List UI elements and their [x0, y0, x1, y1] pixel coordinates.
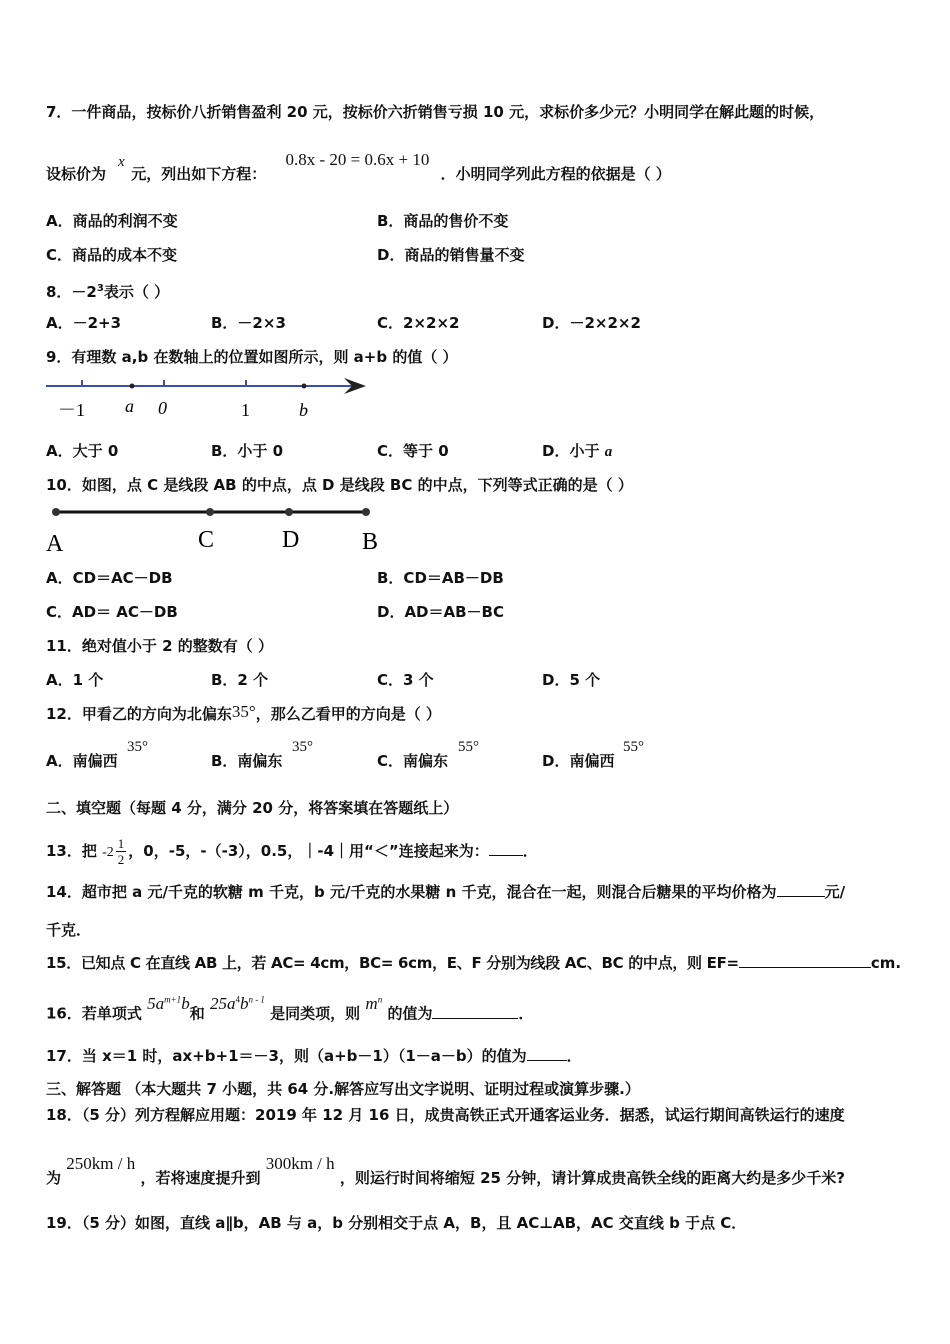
label-a: a — [125, 396, 134, 416]
q18-end: ，则运行时间将缩短 25 分钟，请计算成贵高铁全线的距离大约是多少千米? — [339, 1169, 845, 1187]
q13-mixed-whole: -2 — [102, 845, 114, 860]
q8-option-d: D．－2×2×2 — [542, 314, 641, 332]
q7-option-b: B．商品的售价不变 — [377, 212, 509, 230]
q10-option-c: C．AD＝ AC－DB — [46, 603, 178, 621]
q12-option-c — [377, 739, 479, 771]
q16-monomial-1 — [147, 994, 190, 1013]
q13-line — [46, 836, 538, 867]
q13-prefix: 13．把 — [46, 842, 97, 860]
q8-option-c: C．2×2×2 — [377, 314, 460, 332]
point-C — [206, 508, 214, 516]
q18-line1: 18．（5 分）列方程解应用题：2019 年 12 月 16 日，成贵高铁正式开通客运业务．据悉，试运行期间高铁运行的速度 — [46, 1106, 845, 1124]
q12-stem-a: 12．甲看乙的方向为北偏东 — [46, 705, 232, 723]
q9-option-c: C．等于 0 — [377, 442, 449, 460]
q12-option-b-text: B．南偏东 — [211, 752, 283, 770]
q16-dot: ． — [518, 1004, 534, 1023]
q16-text-a: 16．若单项式 — [46, 1004, 142, 1023]
q11-option-d: D．5 个 — [542, 671, 601, 689]
q13-fraction — [116, 836, 127, 867]
q7-line2 — [46, 150, 671, 184]
q7-text-b: 元，列出如下方程： — [131, 165, 267, 183]
q17-text: 17．当 x＝1 时，ax+b+1＝－3，则（a+b－1）（1－a－b）的值为 — [46, 1047, 527, 1065]
q8-stem-a: 8．－2 — [46, 283, 97, 301]
point-B — [362, 508, 370, 516]
label-D: D — [282, 527, 300, 553]
label-C: C — [198, 527, 215, 553]
q16-mn — [365, 994, 382, 1013]
q16-monomial-2 — [210, 994, 265, 1013]
q8-option-b: B．－2×3 — [211, 314, 286, 332]
section2-heading: 二、填空题（每题 4 分，满分 20 分，将答案填在答题纸上） — [46, 799, 459, 817]
q13-answer-blank[interactable] — [489, 841, 523, 856]
q7-text-a: 设标价为 — [46, 165, 107, 183]
q9-option-a: A．大于 0 — [46, 442, 119, 460]
q16-line — [46, 993, 534, 1024]
q16-mn-exp: n — [377, 994, 383, 1004]
q14-unit: 元/ — [824, 883, 846, 901]
label-B: B — [362, 529, 379, 555]
q13-frac-den: 2 — [117, 852, 125, 867]
q13-end: ． — [522, 842, 538, 860]
q9-option-d-text: D．小于 — [542, 442, 605, 460]
point-A — [52, 508, 60, 516]
q7-line1: 7．一件商品，按标价八折销售盈利 20 元，按标价六折销售亏损 10 元，求标价多少元？小明同学在解此题的时候， — [46, 103, 825, 121]
q12-stem-angle: 35° — [231, 702, 256, 721]
q12-stem — [46, 704, 441, 724]
q16-m1-b: b — [181, 993, 190, 1013]
label-1: 1 — [241, 400, 250, 420]
q8-stem — [46, 279, 169, 302]
q12-option-b — [211, 739, 313, 771]
q7-option-c: C．商品的成本不变 — [46, 246, 178, 264]
number-line-figure — [44, 374, 374, 422]
q8-exponent: 3 — [96, 283, 104, 294]
segment-figure — [44, 502, 394, 558]
point-D — [285, 508, 293, 516]
q16-and: 和 — [189, 1004, 205, 1023]
q11-option-c: C．3 个 — [377, 671, 434, 689]
q18-line2 — [46, 1154, 845, 1188]
label-A: A — [46, 531, 64, 557]
q7-equation: 0.8x - 20 = 0.6x + 10 — [285, 150, 430, 169]
q7-text-c: ．小明同学列此方程的依据是（ ） — [440, 165, 671, 183]
q7-option-d: D．商品的销售量不变 — [377, 246, 525, 264]
point-b — [302, 384, 307, 389]
q12-option-a-text: A．南偏西 — [46, 752, 118, 770]
q16-mid: 是同类项，则 — [270, 1004, 361, 1023]
q17-end: ． — [566, 1047, 582, 1065]
q16-m2-b: b — [239, 993, 249, 1013]
q15-unit: cm. — [870, 954, 902, 972]
q13-rest: ，0，-5，-（-3），0.5，｜-4｜用“＜”连接起来为： — [128, 842, 489, 860]
label-0: 0 — [158, 398, 167, 418]
q10-option-d: D．AD＝AB－BC — [377, 603, 504, 621]
q12-option-d-text: D．南偏西 — [542, 752, 615, 770]
q17-answer-blank[interactable] — [527, 1046, 567, 1061]
q9-option-d-var: a — [604, 444, 613, 460]
q12-option-b-angle: 35° — [292, 739, 313, 755]
q18-speed1: 250km / h — [66, 1154, 136, 1173]
q19-line: 19．（5 分）如图，直线 a∥b，AB 与 a，b 分别相交于点 A，B，且 AC⊥AB，AC 交直线 b 于点 C． — [46, 1214, 747, 1232]
q16-m1-exp: m+1 — [164, 994, 182, 1004]
q12-stem-b: ，那么乙看甲的方向是（ ） — [255, 705, 441, 723]
q16-end: 的值为 — [387, 1004, 433, 1023]
q12-option-a-angle: 35° — [127, 739, 148, 755]
q12-option-c-text: C．南偏东 — [377, 752, 449, 770]
q10-stem: 10．如图，点 C 是线段 AB 的中点，点 D 是线段 BC 的中点，下列等式正确的是（ ） — [46, 476, 633, 494]
label-neg1: －1 — [58, 400, 85, 420]
q8-option-a: A．－2+3 — [46, 314, 122, 332]
q17-line — [46, 1046, 582, 1066]
q14-text: 14．超市把 a 元/千克的软糖 m 千克，b 元/千克的水果糖 n 千克，混合在一起，则混合后糖果的平均价格为 — [46, 883, 777, 901]
q18-speed2: 300km / h — [265, 1154, 335, 1173]
q15-text: 15．已知点 C 在直线 AB 上，若 AC= 4cm，BC= 6cm，E、F 分别为线段 AC、BC 的中点，则 EF= — [46, 954, 739, 972]
q16-m2-exp2: n - 1 — [248, 994, 265, 1004]
q16-m2-exp1: 4 — [235, 994, 240, 1004]
q11-stem: 11．绝对值小于 2 的整数有（ ） — [46, 637, 273, 655]
q7-var-x: x — [118, 154, 125, 170]
q15-answer-blank[interactable] — [739, 953, 871, 968]
q10-option-a: A．CD＝AC－DB — [46, 569, 173, 587]
q18-w: 为 — [46, 1169, 62, 1187]
q12-option-a — [46, 739, 148, 771]
q10-option-b: B．CD＝AB－DB — [377, 569, 504, 587]
q9-option-d — [542, 441, 612, 462]
q14-line1 — [46, 882, 845, 902]
q15-line — [46, 953, 901, 973]
q12-option-d — [542, 739, 644, 771]
q11-option-b: B．2 个 — [211, 671, 269, 689]
q16-m2-base: 25a — [209, 993, 236, 1013]
point-a — [130, 384, 135, 389]
q16-answer-blank[interactable] — [432, 1004, 518, 1019]
q8-stem-b: 表示（ ） — [103, 283, 170, 301]
q14-answer-blank[interactable] — [777, 882, 825, 897]
q11-option-a: A．1 个 — [46, 671, 104, 689]
q12-option-c-angle: 55° — [458, 739, 479, 755]
q13-frac-num: 1 — [117, 836, 125, 851]
q14-line2: 千克． — [46, 921, 92, 939]
label-b: b — [299, 400, 308, 420]
q12-option-d-angle: 55° — [623, 739, 644, 755]
section3-heading: 三、解答题 （本大题共 7 小题，共 64 分.解答应写出文字说明、证明过程或演算步骤.） — [46, 1080, 640, 1098]
q16-mn-base: m — [365, 993, 378, 1013]
q16-m1-base: 5a — [147, 993, 165, 1013]
q18-mid: ，若将速度提升到 — [140, 1169, 261, 1187]
q7-option-a: A．商品的利润不变 — [46, 212, 178, 230]
q9-stem: 9．有理数 a,b 在数轴上的位置如图所示，则 a+b 的值（ ） — [46, 348, 458, 366]
q9-option-b: B．小于 0 — [211, 442, 284, 460]
